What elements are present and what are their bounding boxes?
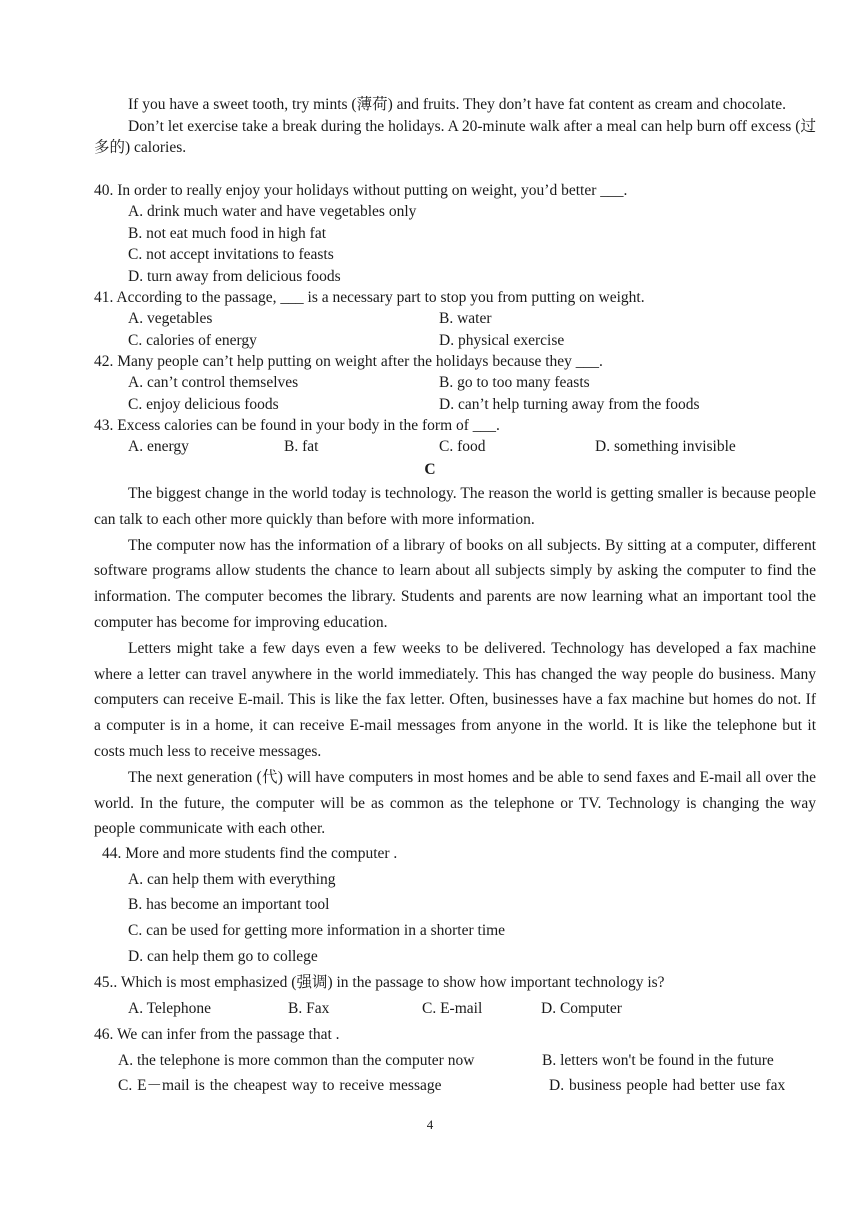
section-label: C [424, 461, 436, 478]
option: D. can’t help turning away from the foods [439, 395, 700, 413]
question-45 [94, 970, 816, 1021]
option-row [94, 436, 816, 457]
option-row [94, 372, 816, 393]
option: C. E－mail is the cheapest way to receive message [118, 1077, 442, 1095]
option: D. physical exercise [439, 331, 565, 349]
option-row [94, 1048, 816, 1074]
question-stem: 44. More and more students find the computer . [102, 845, 398, 862]
option: D. turn away from delicious foods [128, 267, 341, 285]
option: A. drink much water and have vegetables only [128, 203, 417, 221]
page-number: 4 [426, 1117, 434, 1132]
option: A. energy [128, 438, 189, 456]
paragraph: The biggest change in the world today is technology. The reason the world is getting smaller is because people can talk to each other more quickly than before with more information. [94, 485, 816, 528]
question-stem: 46. We can infer from the passage that . [94, 1026, 340, 1043]
option: C. calories of energy [128, 331, 257, 349]
question-stem: 41. According to the passage, ___ is a necessary part to stop you from putting on weight. [94, 289, 645, 306]
paragraph: If you have a sweet tooth, try mints (薄荷) and fruits. They don’t have fat content as cream and chocolate. [128, 96, 786, 113]
question-43 [94, 415, 816, 458]
option: D. Computer [541, 999, 622, 1017]
option-row [94, 308, 816, 329]
option: B. go to too many feasts [439, 374, 590, 392]
option-row [94, 996, 816, 1022]
option: D. can help them go to college [128, 947, 318, 965]
option: B. letters won't be found in the future [542, 1051, 774, 1069]
option: D. business people had better use fax [549, 1077, 786, 1095]
question-40 [94, 180, 816, 287]
option: D. something invisible [595, 438, 736, 456]
question-41 [94, 287, 816, 351]
question-42 [94, 351, 816, 415]
option: C. E-mail [422, 999, 483, 1017]
question-stem: 45.. Which is most emphasized (强调) in the passage to show how important technology is? [94, 974, 665, 991]
option: B. not eat much food in high fat [128, 224, 327, 242]
option: C. not accept invitations to feasts [128, 246, 334, 264]
option: A. the telephone is more common than the computer now [118, 1051, 475, 1069]
paragraph: The next generation (代) will have computers in most homes and be able to send faxes and E-mail all over the world. In the future, the computer will be as common as the telephone or TV. Technology is changing the way people communicate with each other. [94, 768, 816, 838]
intro-passage [94, 94, 816, 159]
option: B. water [439, 310, 492, 328]
option-row [94, 394, 816, 415]
paragraph: Don’t let exercise take a break during the holidays. A 20-minute walk after a meal can help burn off excess (过多的) calories. [94, 117, 816, 156]
option: B. has become an important tool [128, 896, 330, 914]
option: A. vegetables [128, 310, 213, 328]
option-row [94, 330, 816, 351]
question-stem: 40. In order to really enjoy your holidays without putting on weight, you’d better ___. [94, 182, 628, 199]
question-44 [94, 841, 816, 969]
option: A. Telephone [128, 999, 211, 1017]
option: B. Fax [288, 999, 330, 1017]
option: A. can’t control themselves [128, 374, 299, 392]
question-stem: 43. Excess calories can be found in your body in the form of ___. [94, 417, 500, 434]
question-stem: 42. Many people can’t help putting on weight after the holidays because they ___. [94, 353, 603, 370]
option: B. fat [284, 438, 319, 456]
passage-c [94, 481, 816, 842]
paragraph: Letters might take a few days even a few weeks to be delivered. Technology has developed a fax machine where a letter can travel anywhere in the world immediately. This has changed the way people do business. Many computers can receive E-mail. This is like the fax letter. Often, businesses have a fax machine but homes do not. If a computer is in a home, it can receive E-mail messages from anyone in the world. It is like the telephone but it costs much less to receive messages. [94, 639, 816, 760]
option: C. can be used for getting more information in a shorter time [128, 922, 506, 940]
paragraph: The computer now has the information of a library of books on all subjects. By sitting at a computer, different software programs allow students the chance to learn about all subjects simply by asking the computer to find the information. The computer becomes the library. Students and parents are now learning what an important tool the computer has become for improving education. [94, 536, 816, 631]
question-46 [94, 1022, 816, 1099]
option-row [94, 1073, 816, 1099]
option: C. food [439, 438, 486, 456]
option: A. can help them with everything [128, 870, 336, 888]
option: C. enjoy delicious foods [128, 395, 279, 413]
